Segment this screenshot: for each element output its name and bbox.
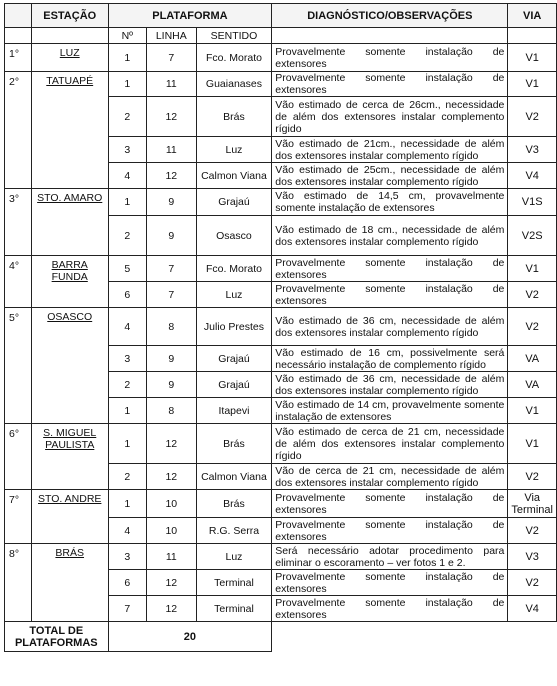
platform-via: V3: [508, 544, 557, 570]
platform-number: 6: [108, 570, 146, 596]
platform-number: 2: [108, 97, 146, 137]
table-row: [5, 308, 557, 346]
platform-number: 4: [108, 163, 146, 189]
platform-direction: Guaianases: [196, 72, 272, 97]
station-order: 2°: [5, 72, 32, 189]
platform-number: 2: [108, 216, 146, 256]
station-order: 8°: [5, 544, 32, 622]
platform-line: 12: [146, 97, 196, 137]
platform-line: 11: [146, 544, 196, 570]
platform-observation: Será necessário adotar procedimento para eliminar o escoramento – ver fotos 1 e 2.: [272, 544, 508, 570]
subheader-sentido: SENTIDO: [196, 28, 272, 44]
header-blank: [5, 4, 32, 28]
platform-number: 2: [108, 372, 146, 398]
platform-line: 9: [146, 346, 196, 372]
header-diagnostico: DIAGNÓSTICO/OBSERVAÇÕES: [272, 4, 508, 28]
platform-line: 9: [146, 216, 196, 256]
platform-line: 12: [146, 464, 196, 490]
platform-via: V1: [508, 398, 557, 424]
platform-line: 8: [146, 308, 196, 346]
platform-line: 12: [146, 424, 196, 464]
station-order: 5°: [5, 308, 32, 424]
station-name: TATUAPÉ: [31, 72, 108, 189]
platform-number: 1: [108, 424, 146, 464]
platform-direction: Grajaú: [196, 372, 272, 398]
platform-number: 1: [108, 189, 146, 216]
platform-direction: Terminal: [196, 596, 272, 622]
platform-direction: Fco. Morato: [196, 256, 272, 282]
table-row: [5, 189, 557, 216]
platform-line: 7: [146, 256, 196, 282]
station-name: STO. ANDRE: [31, 490, 108, 544]
platform-direction: Calmon Viana: [196, 163, 272, 189]
platform-direction: Luz: [196, 137, 272, 163]
platform-line: 8: [146, 398, 196, 424]
subheader-blank-3: [272, 28, 508, 44]
table-body: [5, 44, 557, 622]
platform-observation: Vão estimado de 36 cm, necessidade de além dos extensores instalar complemento rígido: [272, 308, 508, 346]
platform-via: V2: [508, 570, 557, 596]
platform-via: V2: [508, 97, 557, 137]
platform-observation: Vão estimado de cerca de 21 cm, necessidade de além dos extensores instalar complemento rígido: [272, 424, 508, 464]
table-row: [5, 424, 557, 464]
platform-number: 1: [108, 44, 146, 72]
platform-observation: Vão estimado de 18 cm., necessidade de além dos extensores instalar complemento rígido: [272, 216, 508, 256]
platform-number: 3: [108, 544, 146, 570]
station-order: 6°: [5, 424, 32, 490]
platform-observation: Provavelmente somente instalação de extensores: [272, 570, 508, 596]
platform-observation: Vão de cerca de 21 cm, necessidade de além dos extensores instalar complemento rígido: [272, 464, 508, 490]
platform-via: V2: [508, 282, 557, 308]
platform-direction: Osasco: [196, 216, 272, 256]
header-via: VIA: [508, 4, 557, 28]
station-name: STO. AMARO: [31, 189, 108, 256]
platform-line: 7: [146, 44, 196, 72]
platform-number: 4: [108, 308, 146, 346]
table-row: [5, 490, 557, 518]
platform-observation: Provavelmente somente instalação de extensores: [272, 518, 508, 544]
header-estacao: ESTAÇÃO: [31, 4, 108, 28]
platform-number: 1: [108, 490, 146, 518]
total-value: 20: [108, 622, 272, 652]
platform-via: V2: [508, 464, 557, 490]
platform-via: V1S: [508, 189, 557, 216]
station-order: 4°: [5, 256, 32, 308]
platform-via: VA: [508, 372, 557, 398]
platform-number: 2: [108, 464, 146, 490]
station-order: 3°: [5, 189, 32, 256]
platform-via: V1: [508, 256, 557, 282]
platform-direction: R.G. Serra: [196, 518, 272, 544]
platform-observation: Vão estimado de 25cm., necessidade de além dos extensores instalar complemento rígido: [272, 163, 508, 189]
platform-direction: Itapevi: [196, 398, 272, 424]
platform-observation: Vão estimado de 36 cm, necessidade de além dos extensores instalar complemento rígido: [272, 372, 508, 398]
table-row: [5, 72, 557, 97]
table-row: [5, 44, 557, 72]
platform-line: 10: [146, 490, 196, 518]
platform-via: V2: [508, 518, 557, 544]
platform-number: 3: [108, 137, 146, 163]
platform-line: 10: [146, 518, 196, 544]
platform-number: 4: [108, 518, 146, 544]
platform-via: V2S: [508, 216, 557, 256]
platform-via: VA: [508, 346, 557, 372]
platform-number: 1: [108, 72, 146, 97]
platform-number: 3: [108, 346, 146, 372]
platform-direction: Brás: [196, 97, 272, 137]
platform-direction: Julio Prestes: [196, 308, 272, 346]
total-label: TOTAL DE PLATAFORMAS: [5, 622, 109, 652]
station-name: S. MIGUEL PAULISTA: [31, 424, 108, 490]
platform-direction: Calmon Viana: [196, 464, 272, 490]
platform-observation: Provavelmente somente instalação de extensores: [272, 72, 508, 97]
platform-via: V4: [508, 596, 557, 622]
platform-number: 7: [108, 596, 146, 622]
platform-line: 11: [146, 137, 196, 163]
subheader-blank-4: [508, 28, 557, 44]
station-order: 7°: [5, 490, 32, 544]
platform-observation: Vão estimado de 14 cm, provavelmente somente instalação de extensores: [272, 398, 508, 424]
platform-direction: Grajaú: [196, 346, 272, 372]
platform-via: Via Terminal: [508, 490, 557, 518]
platform-observation: Vão estimado de 21cm., necessidade de além dos extensores instalar complemento rígido: [272, 137, 508, 163]
platform-observation: Vão estimado de cerca de 26cm., necessidade de além dos extensores instalar complemento rígido: [272, 97, 508, 137]
platform-line: 9: [146, 372, 196, 398]
platform-observation: Provavelmente somente instalação de extensores: [272, 596, 508, 622]
platform-via: V1: [508, 72, 557, 97]
platform-direction: Grajaú: [196, 189, 272, 216]
platform-observation: Provavelmente somente instalação de extensores: [272, 282, 508, 308]
platform-number: 1: [108, 398, 146, 424]
station-name: OSASCO: [31, 308, 108, 424]
table-row: [5, 544, 557, 570]
table-row: [5, 256, 557, 282]
platform-observation: Provavelmente somente instalação de extensores: [272, 256, 508, 282]
platform-direction: Luz: [196, 282, 272, 308]
platform-direction: Terminal: [196, 570, 272, 596]
subheader-blank: [5, 28, 32, 44]
station-order: 1°: [5, 44, 32, 72]
platform-via: V2: [508, 308, 557, 346]
platform-line: 12: [146, 570, 196, 596]
platform-direction: Brás: [196, 490, 272, 518]
platform-direction: Luz: [196, 544, 272, 570]
station-name: LUZ: [31, 44, 108, 72]
platform-number: 6: [108, 282, 146, 308]
station-name: BRÁS: [31, 544, 108, 622]
platform-line: 12: [146, 596, 196, 622]
total-blank: [272, 622, 508, 652]
platform-via: V1: [508, 44, 557, 72]
platform-line: 7: [146, 282, 196, 308]
platform-observation: Vão estimado de 14,5 cm, provavelmente somente instalação de extensores: [272, 189, 508, 216]
total-blank-2: [508, 622, 557, 652]
platform-direction: Fco. Morato: [196, 44, 272, 72]
platform-observation: Vão estimado de 16 cm, possivelmente será necessário instalação de complemento rígido: [272, 346, 508, 372]
platform-table: [4, 3, 557, 652]
platform-via: V3: [508, 137, 557, 163]
platform-observation: Provavelmente somente instalação de extensores: [272, 44, 508, 72]
platform-observation: Provavelmente somente instalação de extensores: [272, 490, 508, 518]
subheader-blank-2: [31, 28, 108, 44]
platform-number: 5: [108, 256, 146, 282]
subheader-linha: LINHA: [146, 28, 196, 44]
platform-via: V1: [508, 424, 557, 464]
platform-line: 12: [146, 163, 196, 189]
platform-direction: Brás: [196, 424, 272, 464]
subheader-numero: Nº: [108, 28, 146, 44]
station-name: BARRA FUNDA: [31, 256, 108, 308]
platform-line: 11: [146, 72, 196, 97]
platform-via: V4: [508, 163, 557, 189]
header-plataforma: PLATAFORMA: [108, 4, 272, 28]
platform-line: 9: [146, 189, 196, 216]
